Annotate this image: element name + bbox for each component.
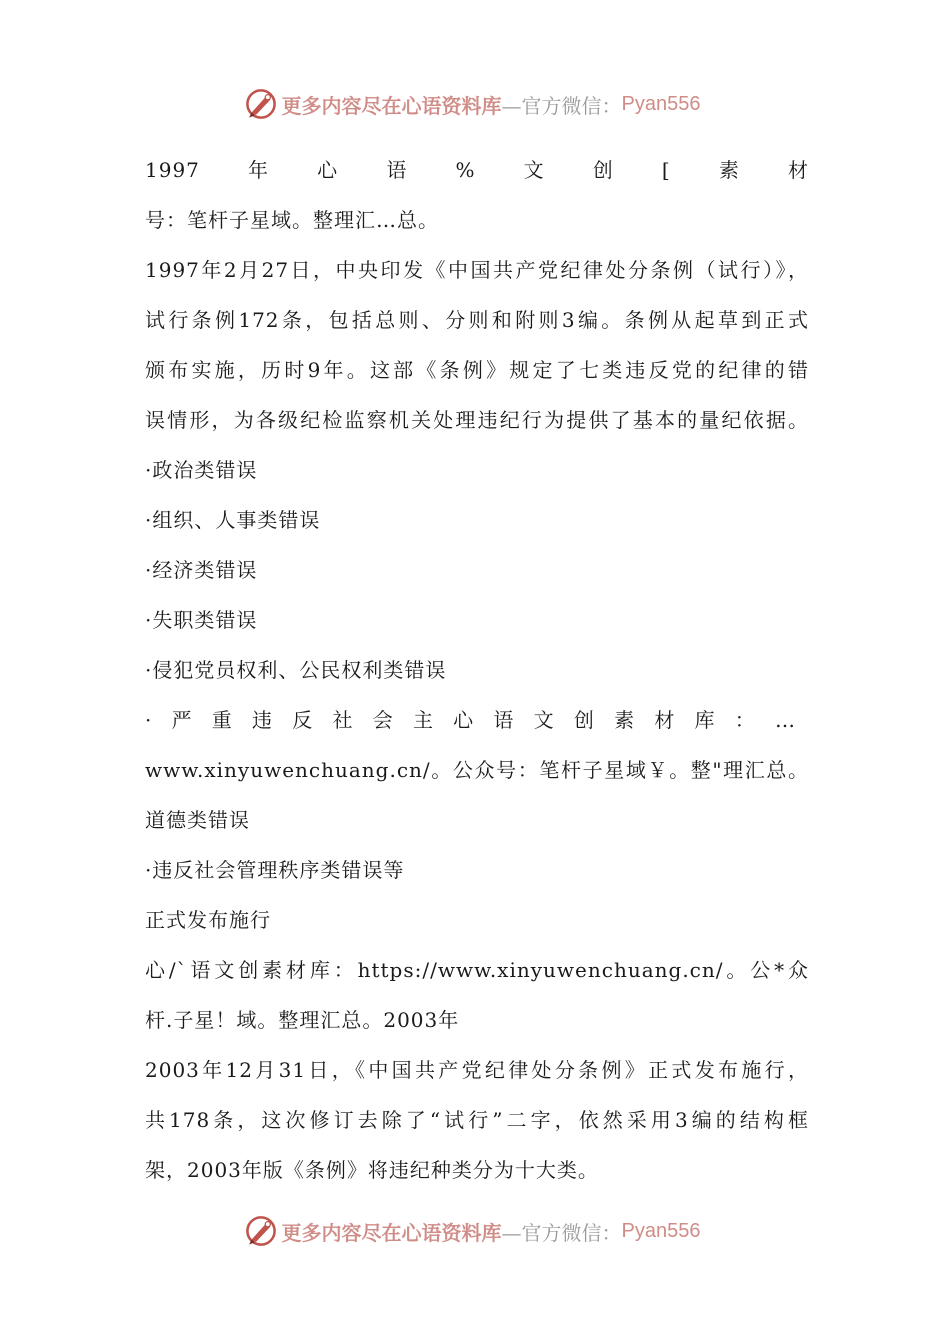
list-item-rights: ·侵犯党员权利、公民权利类错误 [145,658,447,682]
list-item-organization: ·组织、人事类错误 [145,508,321,532]
body-line: 道德类错误 [145,808,250,832]
pen-logo-icon [244,87,278,121]
list-item-dereliction: ·失职类错误 [145,608,258,632]
header-banner [0,82,950,126]
body-line: 共178条，这次修订去除了“试行”二字，依然采用3编的结构框 [145,1108,809,1132]
body-line: 颁布实施，历时9年。这部《条例》规定了七类违反党的纪律的错 [145,358,809,382]
footer-banner-content [244,1214,701,1248]
body-line: 2003年12月31日，《中国共产党纪律处分条例》正式发布施行， [145,1058,809,1082]
list-item-morality: ·严重违反社会主心语文创素材库：… [145,708,809,732]
body-line: 杆.子星！域。整理汇总。2003年 [145,1008,460,1032]
footer-wechat-id: Pyan556 [621,1219,701,1242]
body-line: 误情形，为各级纪检监察机关处理违纪行为提供了基本的量纪依据。 [145,408,809,432]
body-line: 号：笔杆子星域。整理汇…总。 [145,208,439,232]
header-banner-text: 更多内容尽在心语资料库 [281,93,502,118]
body-line: 1997年心语%文创[素材 [145,158,809,182]
list-item-political: ·政治类错误 [145,458,258,482]
header-wechat-id: Pyan556 [621,92,701,115]
body-line: 心/`语文创素材库：https://www.xinyuwenchuang.cn/。公*众 [145,958,809,982]
pen-logo-icon [244,1214,278,1248]
body-line: 架，2003年版《条例》将违纪种类分为十大类。 [145,1158,599,1182]
footer-banner [0,1209,950,1253]
body-line: 试行条例172条，包括总则、分则和附则3编。条例从起草到正式 [145,308,809,332]
header-banner-separator: —官方微信： [501,93,622,118]
footer-banner-separator: —官方微信： [501,1220,622,1245]
body-line: 1997年2月27日，中央印发《中国共产党纪律处分条例（试行）》， [145,258,809,282]
document-body [145,145,809,1195]
section-heading: 正式发布施行 [145,908,271,932]
list-item-social-order: ·违反社会管理秩序类错误等 [145,858,405,882]
header-banner-content [244,87,701,121]
body-line: www.xinyuwenchuang.cn/。公众号：笔杆子星域￥。整"理汇总。 [145,758,809,782]
footer-banner-text: 更多内容尽在心语资料库 [281,1220,502,1245]
list-item-economic: ·经济类错误 [145,558,258,582]
